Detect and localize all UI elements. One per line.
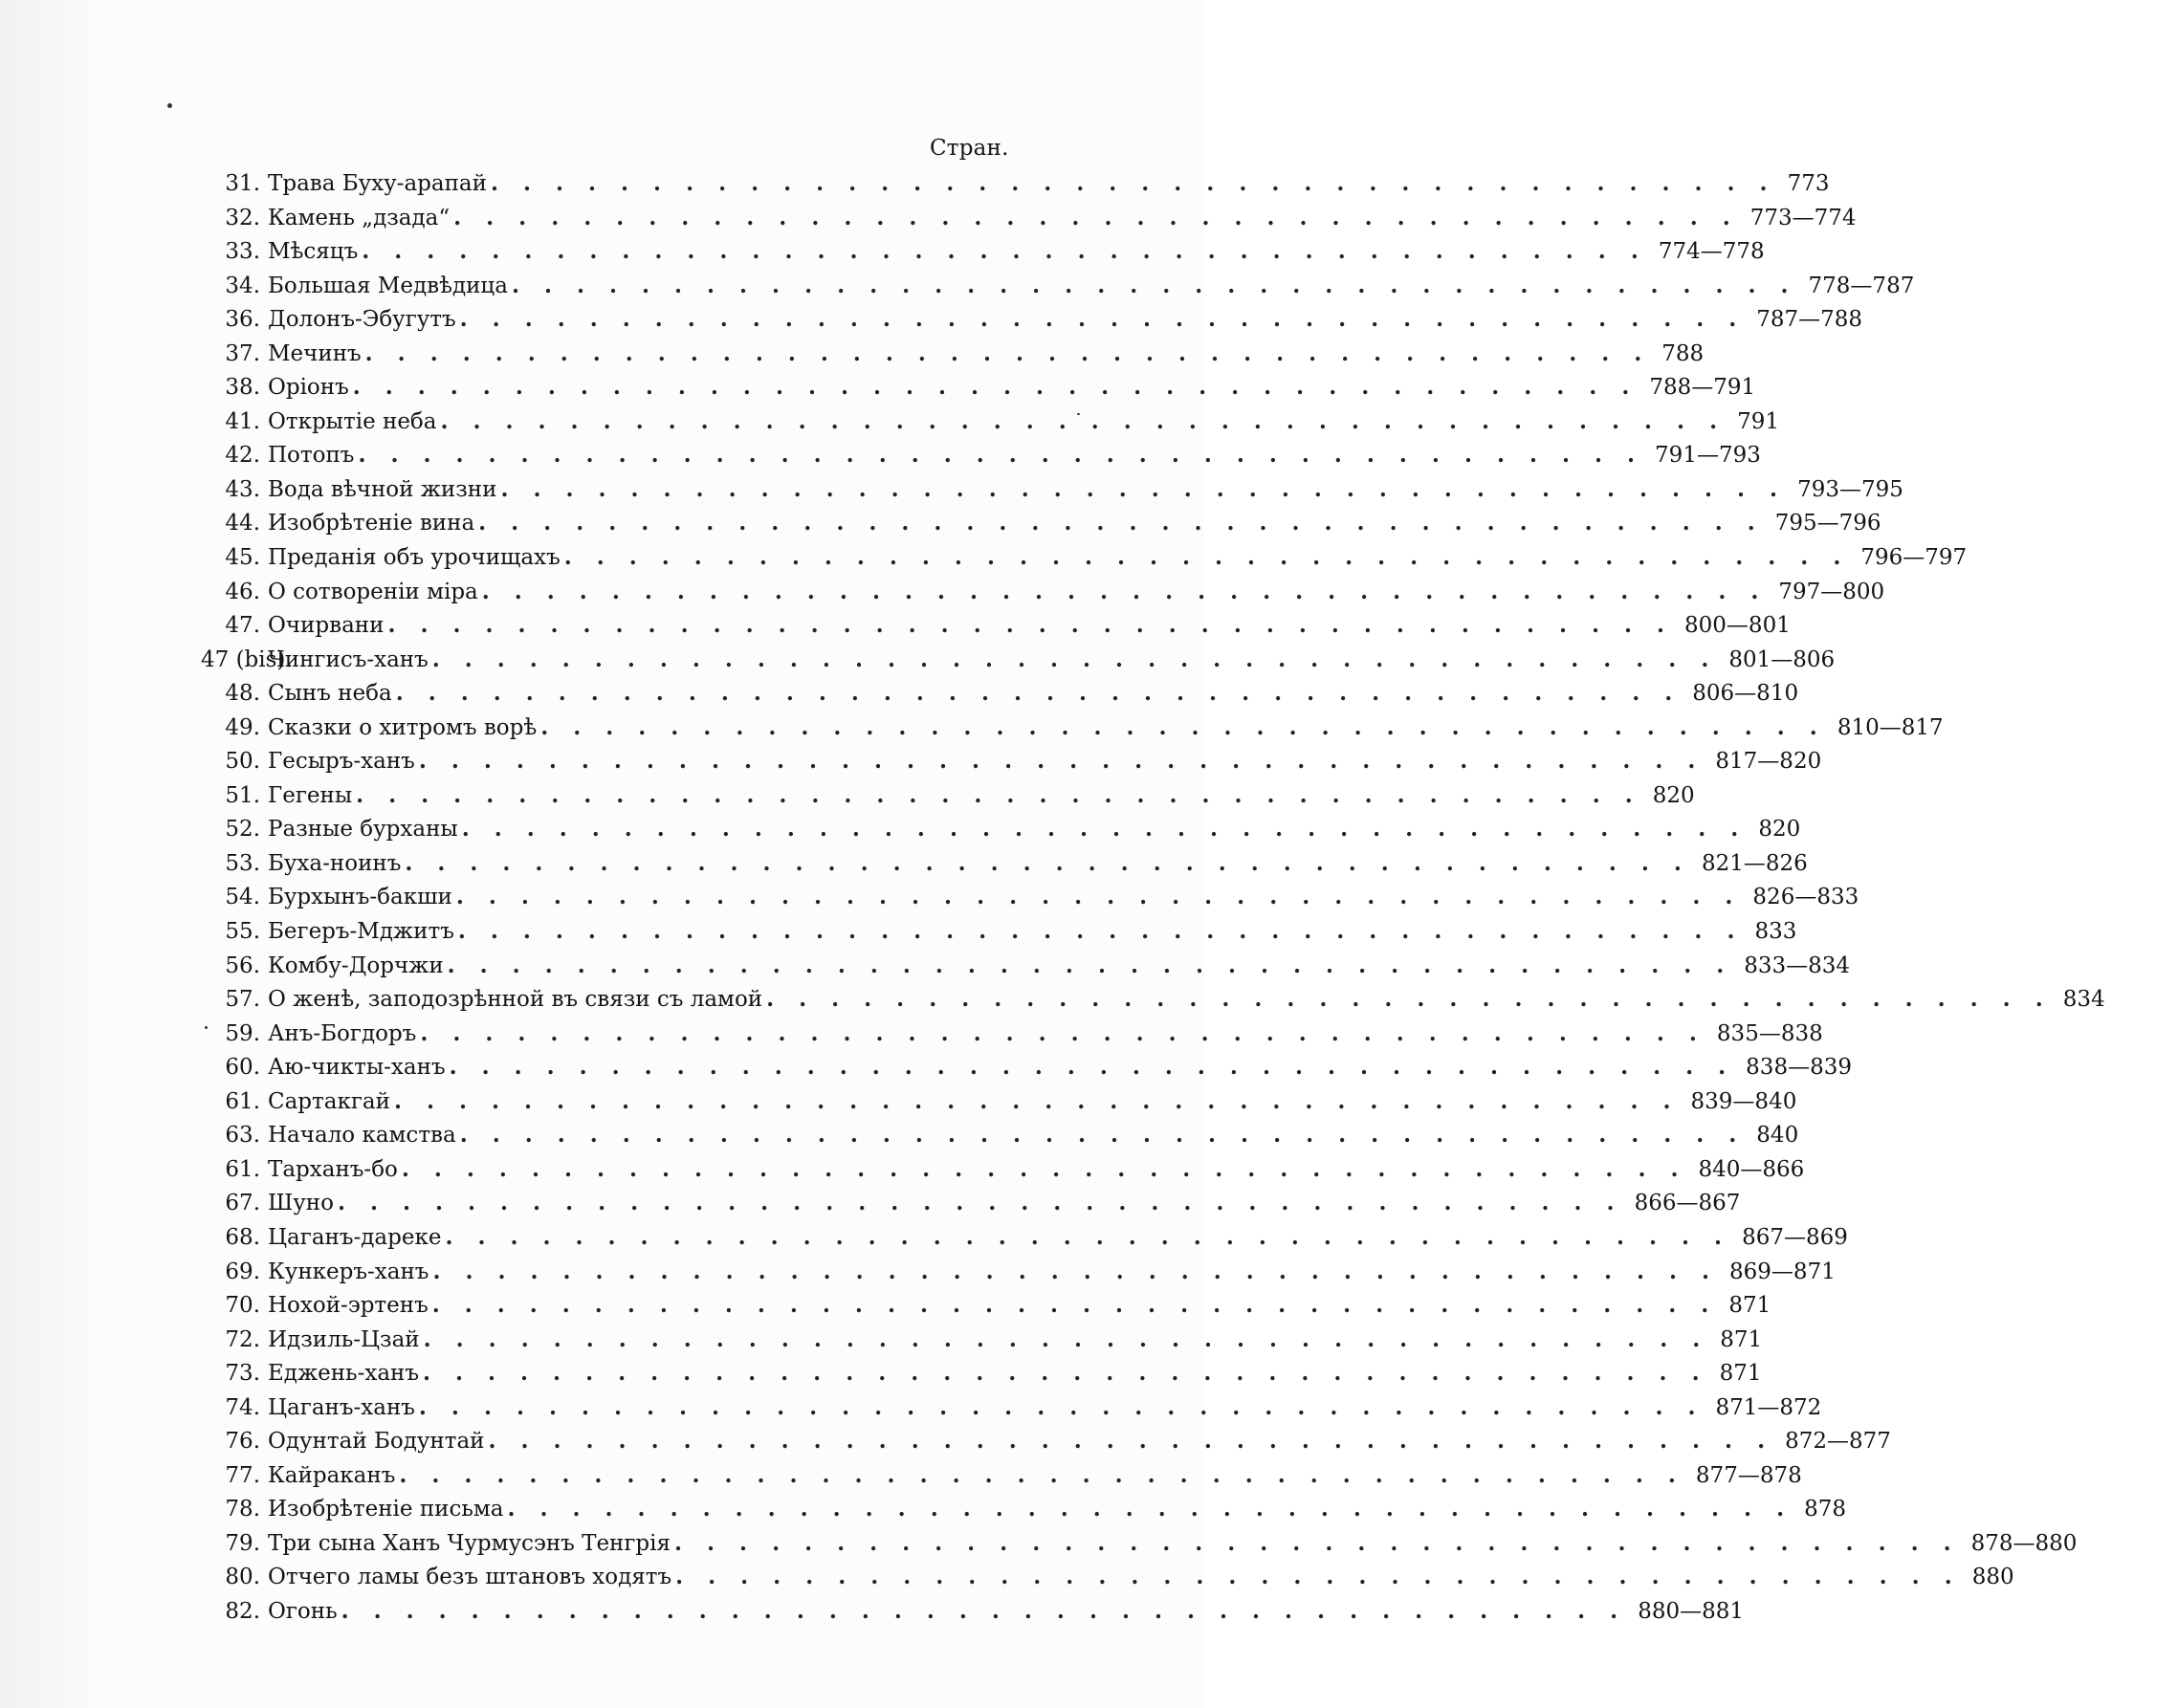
toc-entry [201,1223,1848,1259]
dot-leader: . . . . . . . . . . . . . . . . . . . . . . . . . . . . . . . . . . . . . . . . [766,986,2052,1013]
toc-entry [201,646,1836,681]
dot-leader: . . . . . . . . . . . . . . . . . . . . . . . . . . . . . . . . . . . . . . . . [563,544,1850,571]
entry-number: 31. [225,171,260,196]
entry-title: Нохой-эртенъ [268,1293,429,1319]
toc-entry [201,1122,1799,1156]
entry-pages: 840 [1756,1123,1799,1149]
dot-leader: . . . . . . . . . . . . . . . . . . . . . . . . . . . . . . . . . . . . . . . . [420,1019,1705,1046]
entry-number: 82. [225,1598,260,1624]
entry-number: 50. [225,749,260,775]
dot-leader: . . . . . . . . . . . . . . . . . . . . . . . . . . . . . . . . . . . . . . . . [432,1258,1719,1284]
toc-entry [201,1393,1822,1429]
entry-pages: 871—872 [1715,1394,1822,1420]
entry-number: 37. [225,340,260,366]
entry-title: Большая Медвѣдица [268,273,508,298]
entry-number: 42. [225,443,260,469]
toc-entry [201,781,1695,817]
entry-pages: 774—778 [1658,239,1765,265]
dot-leader: . . . . . . . . . . . . . . . . . . . . . . . . . . . . . . . . . . . . . . . . [511,272,1797,298]
entry-title: О женѣ, заподозрѣнной въ связи съ ламой [268,987,763,1013]
entry-title: Разные бурханы [268,817,458,843]
toc-entry [201,1360,1762,1394]
dot-leader: . . . . . . . . . . . . . . . . . . . . . . . . . . . . . . . . . . . . . . . . [674,1529,1960,1556]
entry-title: Цаганъ-ханъ [268,1394,415,1420]
entry-title: Сказки о хитромъ ворѣ [268,714,538,740]
dot-leader: . . . . . . . . . . . . . . . . . . . . . . . . . . . . . . . . . . . . . . . . [481,578,1768,604]
entry-title: Шуно [268,1191,334,1216]
entry-pages: 806—810 [1692,681,1799,707]
entry-title: Изобрѣтеніе письма [268,1497,504,1522]
toc-entry [201,1258,1836,1293]
entry-pages: 778—787 [1808,273,1915,298]
entry-number: 61. [225,1156,260,1182]
toc-entry [201,475,1903,511]
entry-number: 73. [225,1361,260,1387]
entry-pages: 800—801 [1684,613,1791,639]
entry-pages: 820 [1652,782,1695,808]
dot-leader: . . . . . . . . . . . . . . . . . . . . . . . . . . . . . . . . . . . . . . . . [423,1360,1708,1387]
entry-number: 46. [225,579,260,604]
dot-leader: . . . . . . . . . . . . . . . . . . . . . . . . . . . . . . . . . . . . . . . . [364,339,1651,366]
ink-speck [167,103,172,108]
dot-leader: . . . . . . . . . . . . . . . . . . . . . . . . . . . . . . . . . . . . . . . . [453,204,1739,230]
toc-entry [201,170,1830,205]
dot-leader: . . . . . . . . . . . . . . . . . . . . . . . . . . . . . . . . . . . . . . . . [352,374,1639,401]
entry-number: 41. [225,408,260,434]
entry-pages: 810—817 [1837,714,1944,740]
entry-pages: 773 [1787,171,1830,196]
entry-pages: 833—834 [1744,953,1851,978]
entry-pages: 801—806 [1728,646,1836,672]
entry-number: 52. [225,817,260,843]
entry-title: Мѣсяцъ [268,239,359,265]
dot-leader: . . . . . . . . . . . . . . . . . . . . . . . . . . . . . . . . . . . . . . . . [418,1393,1705,1420]
entry-title: Еджень-ханъ [268,1361,419,1387]
entry-pages: 839—840 [1690,1088,1797,1114]
entry-number: 32. [225,205,260,230]
entry-title: Начало камства [268,1123,456,1149]
dot-leader: . . . . . . . . . . . . . . . . . . . . . . . . . . . . . . . . . . . . . . . . [431,646,1718,672]
entry-number: 59. [225,1020,260,1046]
entry-title: Цаганъ-дареке [268,1224,442,1250]
toc-entry [201,986,2105,1020]
toc-entry [201,442,1761,476]
entry-pages: 826—833 [1752,885,1859,910]
entry-number: 43. [225,476,260,502]
dot-leader: . . . . . . . . . . . . . . . . . . . . . . . . . . . . . . . . . . . . . . . . [337,1190,1623,1216]
entry-title: Гесыръ-ханъ [268,749,415,775]
entry-pages: 788—791 [1649,375,1756,401]
entry-title: Долонъ-Эбугутъ [268,307,456,333]
entry-pages: 866—867 [1634,1191,1741,1216]
entry-title: Открытіе неба [268,408,437,434]
dot-leader: . . . . . . . . . . . . . . . . . . . . . . . . . . . . . . . . . . . . . . . . [507,1496,1793,1522]
entry-pages: 877—878 [1695,1462,1802,1488]
entry-title: Огонь [268,1598,338,1624]
entry-title: Бурхынъ-бакши [268,885,452,910]
entry-pages: 878—880 [1970,1530,2078,1556]
entry-title: Одунтай Бодунтай [268,1429,485,1455]
entry-number: 57. [225,987,260,1013]
entry-title: Изобрѣтеніе вина [268,511,475,536]
toc-entry [201,1054,1852,1088]
entry-pages: 871 [1719,1361,1762,1387]
entry-title: Отчего ламы безъ штановъ ходятъ [268,1565,672,1590]
entry-pages: 833 [1754,919,1797,945]
toc-entry [201,952,1851,987]
dot-leader: . . . . . . . . . . . . . . . . . . . . . . . . . . . . . . . . . . . . . . . . [362,238,1647,265]
entry-pages: 773—774 [1749,205,1857,230]
toc-entry [201,272,1915,307]
toc-entry [201,1325,1763,1361]
toc-entry [201,238,1765,273]
toc-entry [201,407,1779,443]
entry-pages: 872—877 [1785,1429,1891,1455]
dot-leader: . . . . . . . . . . . . . . . . . . . . . . . . . . . . . . . . . . . . . . . . [461,816,1748,843]
entry-title: Трава Буху-арапай [268,171,487,196]
toc-entry [201,849,1808,885]
entry-title: Сартакгай [268,1088,390,1114]
dot-leader: . . . . . . . . . . . . . . . . . . . . . . . . . . . . . . . . . . . . . . . . [478,510,1764,536]
entry-title: Тарханъ-бо [268,1156,398,1182]
dot-leader: . . . . . . . . . . . . . . . . . . . . . . . . . . . . . . . . . . . . . . . . [356,781,1641,808]
toc-entry [201,1292,1771,1326]
entry-title: Камень „дзада“ [268,205,451,230]
entry-number: 34. [225,273,260,298]
dot-leader: . . . . . . . . . . . . . . . . . . . . . . . . . . . . . . . . . . . . . . . . [418,748,1705,775]
entry-title: Анъ-Богдоръ [268,1020,417,1046]
toc-entry [201,713,1944,749]
toc-entry [201,1019,1823,1055]
entry-pages: 797—800 [1778,579,1885,604]
entry-pages: 869—871 [1729,1259,1836,1284]
entry-number: 61. [225,1088,260,1114]
dot-leader: . . . . . . . . . . . . . . . . . . . . . . . . . . . . . . . . . . . . . . . . [401,1155,1687,1182]
entry-pages: 796—797 [1860,545,1968,571]
toc-entry [201,1529,2078,1565]
toc-entry [201,884,1859,918]
toc-entry [201,748,1822,782]
entry-pages: 880—881 [1638,1598,1745,1624]
entry-title: Три сына Ханъ Чурмусэнъ Тенгрія [268,1530,671,1556]
entry-number: 76. [225,1429,260,1455]
entry-number: 45. [225,545,260,571]
entry-pages: 791—793 [1655,443,1761,469]
entry-title: Буха-ноинъ [268,850,402,876]
dot-leader: . . . . . . . . . . . . . . . . . . . . . . . . . . . . . . . . . . . . . . . . [675,1564,1961,1590]
entry-number: 47 (bis). [201,646,293,672]
toc-entry [201,374,1756,408]
toc-entry [201,306,1863,340]
dot-leader: . . . . . . . . . . . . . . . . . . . . . . . . . . . . . . . . . . . . . . . . [445,1223,1731,1250]
entry-title: Аю-чикты-ханъ [268,1055,446,1081]
dot-leader: . . . . . . . . . . . . . . . . . . . . . . . . . . . . . . . . . . . . . . . . [500,475,1787,502]
toc-entry [201,1155,1805,1191]
dot-leader: . . . . . . . . . . . . . . . . . . . . . . . . . . . . . . . . . . . . . . . . [459,306,1746,333]
entry-number: 51. [225,782,260,808]
entry-number: 55. [225,919,260,945]
entry-number: 60. [225,1055,260,1081]
toc-entry [201,918,1797,953]
dot-leader: . . . . . . . . . . . . . . . . . . . . . . . . . . . . . . . . . . . . . . . . [431,1292,1718,1319]
entry-pages: 793—795 [1797,476,1903,502]
entry-title: Потопъ [268,443,355,469]
entry-pages: 787—788 [1756,307,1863,333]
entry-number: 72. [225,1326,260,1352]
toc-entry [201,544,1968,579]
toc-entry [201,816,1801,850]
entry-number: 80. [225,1565,260,1590]
entry-pages: 840—866 [1698,1156,1805,1182]
entry-title: Очирвани [268,613,385,639]
entry-pages: 835—838 [1716,1020,1823,1046]
entry-pages: 838—839 [1746,1055,1852,1081]
entry-pages: 867—869 [1742,1224,1848,1250]
toc-entry [201,1461,1802,1497]
toc-entry [201,510,1881,544]
toc-entry [201,1597,1745,1632]
entry-title: Преданія объ урочищахъ [268,545,561,571]
table-of-contents [201,170,2105,1632]
toc-entry [201,1428,1891,1462]
dot-leader: . . . . . . . . . . . . . . . . . . . . . . . . . . . . . . . . . . . . . . . . [449,1054,1735,1081]
entry-pages: 880 [1971,1565,2014,1590]
dot-leader: . . . . . . . . . . . . . . . . . . . . . . . . . . . . . . . . . . . . . . . . [440,407,1727,434]
dot-leader: . . . . . . . . . . . . . . . . . . . . . . . . . . . . . . . . . . . . . . . . [457,918,1744,945]
entry-pages: 817—820 [1715,749,1822,775]
entry-title: Чингисъ-ханъ [268,646,429,672]
dot-leader: . . . . . . . . . . . . . . . . . . . . . . . . . . . . . . . . . . . . . . . . [395,680,1682,707]
entry-pages: 871 [1720,1326,1763,1352]
entry-title: Кайраканъ [268,1462,396,1488]
entry-title: Кункеръ-ханъ [268,1259,429,1284]
entry-number: 63. [225,1123,260,1149]
entry-number: 54. [225,885,260,910]
entry-number: 47. [225,613,260,639]
pages-column-header: Стран. [930,136,1009,161]
toc-entry [201,1496,1846,1530]
dot-leader: . . . . . . . . . . . . . . . . . . . . . . . . . . . . . . . . . . . . . . . . [447,952,1733,978]
dot-leader: . . . . . . . . . . . . . . . . . . . . . . . . . . . . . . . . . . . . . . . . [459,1122,1746,1149]
entry-number: 53. [225,850,260,876]
toc-entry [201,1087,1797,1123]
dot-leader: . . . . . . . . . . . . . . . . . . . . . . . . . . . . . . . . . . . . . . . . [393,1087,1680,1114]
entry-number: 79. [225,1530,260,1556]
dot-leader: . . . . . . . . . . . . . . . . . . . . . . . . . . . . . . . . . . . . . . . . [341,1597,1627,1624]
dot-leader: . . . . . . . . . . . . . . . . . . . . . . . . . . . . . . . . . . . . . . . . [540,713,1826,740]
toc-entry [201,680,1799,714]
dot-leader: . . . . . . . . . . . . . . . . . . . . . . . . . . . . . . . . . . . . . . . . [358,442,1644,469]
entry-title: Идзиль-Цзай [268,1326,420,1352]
page-margin-shadow [0,0,103,1708]
entry-pages: 788 [1661,340,1705,366]
toc-entry [201,204,1857,239]
dot-leader: . . . . . . . . . . . . . . . . . . . . . . . . . . . . . . . . . . . . . . . . [488,1428,1774,1455]
toc-entry [201,1190,1741,1224]
entry-title: Бегеръ-Мджитъ [268,919,454,945]
toc-entry [201,339,1705,375]
entry-pages: 791 [1737,408,1779,434]
entry-pages: 871 [1728,1293,1771,1319]
entry-pages: 821—826 [1701,850,1808,876]
dot-leader: . . . . . . . . . . . . . . . . . . . . . . . . . . . . . . . . . . . . . . . . [490,170,1776,196]
toc-entry [201,612,1791,646]
toc-entry [201,578,1885,613]
entry-title: Оріонъ [268,375,349,401]
dot-leader: . . . . . . . . . . . . . . . . . . . . . . . . . . . . . . . . . . . . . . . . [399,1461,1684,1488]
entry-pages: 820 [1758,817,1801,843]
entry-number: 69. [225,1259,260,1284]
dot-leader: . . . . . . . . . . . . . . . . . . . . . . . . . . . . . . . . . . . . . . . . [423,1325,1709,1352]
entry-pages: 834 [2062,987,2105,1013]
entry-pages: 878 [1804,1497,1846,1522]
entry-number: 67. [225,1191,260,1216]
entry-title: Комбу-Дорчжи [268,953,444,978]
entry-number: 77. [225,1462,260,1488]
entry-title: Мечинъ [268,340,362,366]
entry-number: 78. [225,1497,260,1522]
entry-number: 68. [225,1224,260,1250]
entry-title: Гегены [268,782,353,808]
entry-title: Вода вѣчной жизни [268,476,497,502]
entry-number: 56. [225,953,260,978]
entry-pages: 795—796 [1774,511,1881,536]
dot-leader: . . . . . . . . . . . . . . . . . . . . . . . . . . . . . . . . . . . . . . . . [387,612,1674,639]
dot-leader: . . . . . . . . . . . . . . . . . . . . . . . . . . . . . . . . . . . . . . . . [405,849,1690,876]
entry-title: Сынъ неба [268,681,392,707]
dot-leader: . . . . . . . . . . . . . . . . . . . . . . . . . . . . . . . . . . . . . . . . [455,884,1742,910]
entry-number: 33. [225,239,260,265]
entry-number: 49. [225,714,260,740]
entry-number: 74. [225,1394,260,1420]
entry-title: О сотвореніи міра [268,579,478,604]
entry-number: 48. [225,681,260,707]
entry-number: 70. [225,1293,260,1319]
entry-number: 36. [225,307,260,333]
entry-number: 44. [225,511,260,536]
entry-number: 38. [225,375,260,401]
toc-entry [201,1564,2014,1598]
